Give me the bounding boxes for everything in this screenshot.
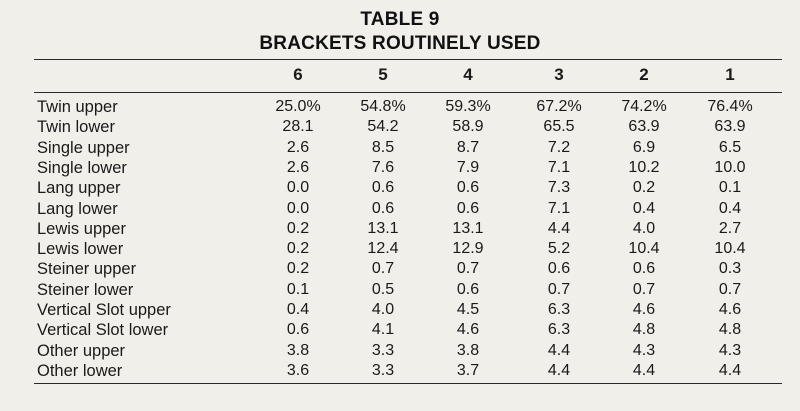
table-cell: 3.6 [286,361,310,379]
table-cell: 4.6 [456,321,480,339]
table-cell: 6.3 [547,301,571,318]
column-header-3: 3 [554,65,564,84]
table-cell: 67.2% [536,98,582,115]
row-label: Other upper [37,341,126,360]
table-cell: 0.2 [286,219,310,237]
column-header-1: 1 [725,65,735,84]
table-cell: 7.9 [456,158,480,176]
table-cell: 4.4 [632,361,656,379]
row-label: Lang upper [37,179,121,198]
table-cell: 0.4 [718,199,742,217]
table-cell: 0.0 [286,179,310,197]
top-rule [34,59,782,60]
row-label: Vertical Slot upper [37,301,171,319]
header-rule [34,92,782,93]
table-cell: 4.3 [632,341,656,359]
table-cell: 0.6 [456,199,480,217]
table-row [0,300,800,320]
table-row [0,199,800,219]
table-cell: 54.2 [367,118,399,136]
table-cell: 2.6 [286,138,310,156]
table-cell: 25.0% [275,98,321,115]
table-cell: 3.3 [371,341,395,359]
table-cell: 0.1 [718,179,742,197]
table-cell: 74.2% [621,98,667,115]
table-cell: 13.1 [367,219,399,237]
row-label: Lewis lower [37,240,124,259]
table-title: TABLE 9 [360,9,440,30]
table-row [0,341,800,361]
table-cell: 10.4 [714,240,746,258]
table-cell: 8.5 [371,138,395,156]
table-cell: 4.4 [547,341,571,359]
row-label: Steiner lower [37,280,134,299]
table-cell: 0.6 [371,199,395,217]
table-cell: 0.2 [286,260,310,278]
table-row [0,178,800,198]
row-label: Other lower [37,361,123,380]
row-label: Steiner upper [37,260,137,279]
table-cell: 0.7 [371,260,395,278]
table-cell: 76.4% [707,98,753,115]
table-row [0,117,800,137]
table-cell: 63.9 [714,118,746,136]
column-header-2: 2 [639,65,649,84]
table-cell: 0.5 [371,280,395,298]
table-row [0,219,800,239]
table-cell: 4.3 [718,341,742,359]
table-cell: 7.2 [547,138,571,156]
table-row [0,320,800,340]
table-cell: 4.8 [718,321,742,339]
table-cell: 6.3 [547,321,571,339]
table-cell: 5.2 [547,240,571,258]
table-cell: 4.0 [371,301,395,318]
table-cell: 4.8 [632,321,656,339]
table-row [0,158,800,178]
table-subtitle: BRACKETS ROUTINELY USED [259,33,541,54]
table-cell: 6.9 [632,138,656,156]
table-cell: 0.7 [456,260,480,278]
row-label: Twin lower [37,118,115,137]
table-cell: 4.5 [456,301,480,318]
table-cell: 7.6 [371,158,395,176]
table-row [0,259,800,279]
table-cell: 10.4 [628,240,660,258]
row-label: Lang lower [37,199,118,218]
table-cell: 0.7 [632,280,656,298]
table-cell: 10.0 [714,158,746,176]
table-cell: 28.1 [282,118,314,136]
table-cell: 0.6 [632,260,656,278]
table-row [0,138,800,158]
table-row [0,97,800,117]
table-cell: 0.6 [456,179,480,197]
column-header-5: 5 [378,65,388,84]
table-cell: 0.6 [371,179,395,197]
table-cell: 7.1 [547,158,571,176]
table-cell: 0.3 [718,260,742,278]
table-cell: 0.1 [286,280,310,298]
table-cell: 2.7 [718,219,742,237]
table-cell: 54.8% [360,98,406,115]
table-cell: 4.0 [632,219,656,237]
table-cell: 0.2 [632,179,656,197]
table-cell: 3.7 [456,361,480,379]
table-cell: 10.2 [628,158,660,176]
table-cell: 4.4 [718,361,742,379]
table-cell: 4.1 [371,321,395,339]
table-cell: 12.9 [452,240,484,258]
table-cell: 6.5 [718,138,742,156]
table-cell: 13.1 [452,219,484,237]
table-cell: 59.3% [445,98,491,115]
row-label: Vertical Slot lower [37,321,169,340]
row-label: Lewis upper [37,219,126,238]
table-cell: 0.6 [547,260,571,278]
table-cell: 0.4 [632,199,656,217]
table-cell: 8.7 [456,138,480,156]
table-cell: 4.4 [547,219,571,237]
table-cell: 0.6 [456,280,480,298]
table-cell: 0.7 [718,280,742,298]
table-cell: 65.5 [543,118,575,136]
table-cell: 2.6 [286,158,310,176]
row-label: Single upper [37,138,130,157]
table-cell: 63.9 [628,118,660,136]
table-cell: 4.6 [632,301,656,318]
column-header-4: 4 [463,65,473,84]
column-header-6: 6 [293,65,303,84]
table-cell: 0.2 [286,240,310,258]
table-cell: 4.6 [718,301,742,318]
table-cell: 3.8 [456,341,480,359]
table-cell: 12.4 [367,240,399,258]
table-row [0,361,800,381]
row-label: Twin upper [37,98,118,116]
table-row [0,239,800,259]
table-cell: 58.9 [452,118,484,136]
table-cell: 0.6 [286,321,310,339]
table-row [0,280,800,300]
row-label: Single lower [37,158,127,177]
table-cell: 4.4 [547,361,571,379]
table-cell: 0.7 [547,280,571,298]
table-cell: 3.8 [286,341,310,359]
table-cell: 7.1 [547,199,571,217]
table-cell: 0.0 [286,199,310,217]
table-cell: 3.3 [371,361,395,379]
bottom-rule [34,383,782,384]
column-header-row [0,64,800,84]
table-cell: 0.4 [286,301,310,318]
table-cell: 7.3 [547,179,571,197]
